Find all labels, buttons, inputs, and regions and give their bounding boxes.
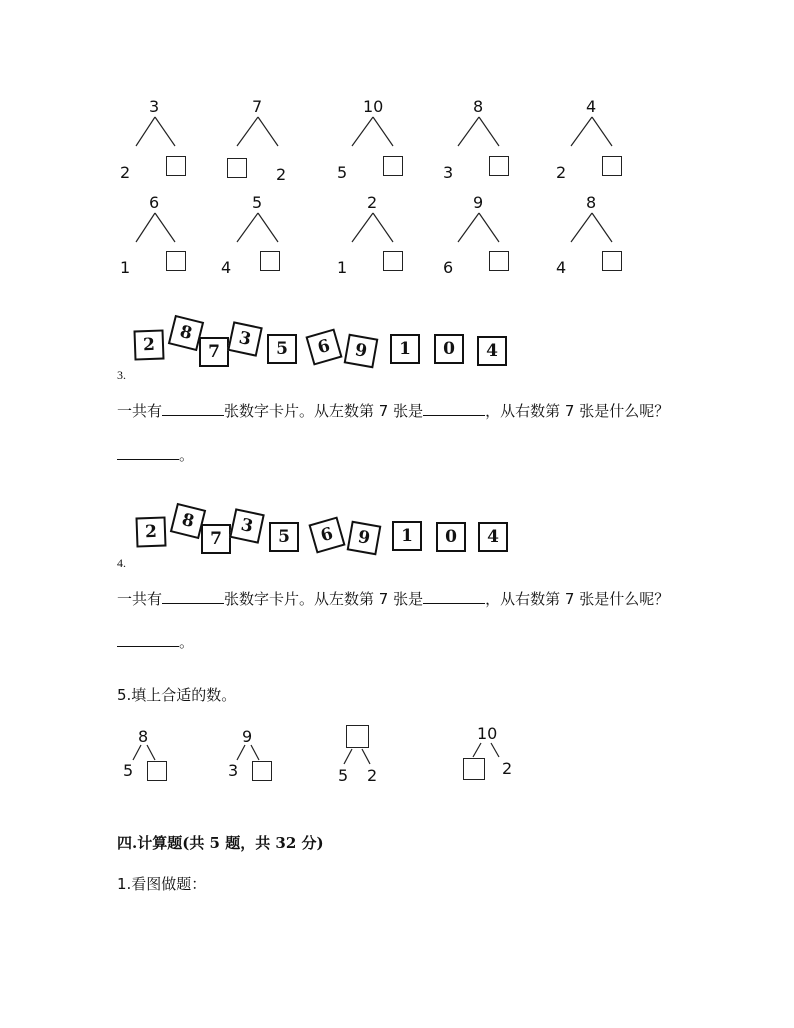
digit-card: 4 <box>477 336 507 366</box>
answer-box[interactable] <box>489 251 509 271</box>
bond-right: 2 <box>502 759 513 778</box>
answer-blank[interactable] <box>423 589 485 604</box>
answer-blank[interactable] <box>117 445 179 460</box>
digit-card: 0 <box>436 522 466 552</box>
bond-top: 2 <box>367 193 378 212</box>
bond-left: 3 <box>443 163 454 182</box>
bond-top: 5 <box>252 193 263 212</box>
digit-card: 1 <box>392 521 422 551</box>
answer-box[interactable] <box>166 156 186 176</box>
bond-top: 8 <box>586 193 597 212</box>
q3-part2: 张数字卡片。从左数第 7 张是 <box>224 402 424 420</box>
answer-blank[interactable] <box>162 589 224 604</box>
answer-box[interactable] <box>602 156 622 176</box>
answer-blank[interactable] <box>423 401 485 416</box>
digit-card: 2 <box>133 329 164 360</box>
digit-card: 8 <box>170 503 206 539</box>
question-3-text <box>117 400 669 421</box>
bond-right: 2 <box>367 766 378 785</box>
bond-top: 8 <box>473 97 484 116</box>
answer-box[interactable] <box>383 156 403 176</box>
digit-card: 3 <box>229 508 265 544</box>
question-3-line2 <box>117 444 194 465</box>
bond-left: 1 <box>120 258 131 277</box>
q3-part3: ，从右数第 7 张是什么呢？ <box>485 402 670 420</box>
q4-part3: ，从右数第 7 张是什么呢？ <box>485 590 670 608</box>
digit-card: 5 <box>267 334 297 364</box>
bond-top: 10 <box>477 724 498 743</box>
bond-left: 3 <box>228 761 239 780</box>
bond-left: 2 <box>556 163 567 182</box>
digit-card: 2 <box>135 516 166 547</box>
bond-right: 2 <box>276 165 287 184</box>
digit-card: 5 <box>269 522 299 552</box>
bond-left: 5 <box>123 761 134 780</box>
digit-card: 6 <box>308 516 345 553</box>
digit-card: 7 <box>201 524 231 554</box>
answer-box[interactable] <box>346 725 369 748</box>
bond-top: 10 <box>363 97 384 116</box>
answer-box[interactable] <box>147 761 167 781</box>
answer-box[interactable] <box>463 758 485 780</box>
section-heading: 四.计算题(共 5 题，共 32 分) <box>117 834 324 852</box>
card-strip-q3 <box>128 312 512 378</box>
q4-part2: 张数字卡片。从左数第 7 张是 <box>224 590 424 608</box>
bond-top: 6 <box>149 193 160 212</box>
bond-top: 7 <box>252 97 263 116</box>
answer-blank[interactable] <box>117 632 179 647</box>
digit-card: 1 <box>390 334 420 364</box>
digit-card: 4 <box>478 522 508 552</box>
question-4-text <box>117 588 669 609</box>
bond-left: 4 <box>221 258 232 277</box>
bond-left: 1 <box>337 258 348 277</box>
digit-card: 6 <box>305 328 342 365</box>
digit-card: 3 <box>227 321 263 357</box>
bond-left: 2 <box>120 163 131 182</box>
digit-card: 0 <box>434 334 464 364</box>
bond-top: 3 <box>149 97 160 116</box>
answer-box[interactable] <box>227 158 247 178</box>
bond-left: 5 <box>338 766 349 785</box>
question-5-title: 5.填上合适的数。 <box>117 686 237 704</box>
q3-end: 。 <box>179 446 195 464</box>
answer-box[interactable] <box>602 251 622 271</box>
section-item-1: 1.看图做题： <box>117 875 207 893</box>
answer-box[interactable] <box>260 251 280 271</box>
answer-blank[interactable] <box>162 401 224 416</box>
digit-card: 9 <box>347 521 382 556</box>
q4-part1: 一共有 <box>117 590 163 608</box>
answer-box[interactable] <box>252 761 272 781</box>
bond-left: 4 <box>556 258 567 277</box>
answer-box[interactable] <box>166 251 186 271</box>
bond-left: 6 <box>443 258 454 277</box>
question-4-line2 <box>117 631 194 652</box>
digit-card: 7 <box>199 337 229 367</box>
digit-card: 9 <box>344 334 379 369</box>
q4-end: 。 <box>179 633 195 651</box>
bond-top: 9 <box>242 727 253 746</box>
answer-box[interactable] <box>383 251 403 271</box>
card-strip-q4 <box>128 500 512 566</box>
bond-top: 9 <box>473 193 484 212</box>
bond-left: 5 <box>337 163 348 182</box>
bond-top: 4 <box>586 97 597 116</box>
answer-box[interactable] <box>489 156 509 176</box>
digit-card: 8 <box>168 315 204 351</box>
question-number: 4. <box>117 556 126 570</box>
q3-part1: 一共有 <box>117 402 163 420</box>
bond-top: 8 <box>138 727 149 746</box>
question-number: 3. <box>117 368 126 382</box>
